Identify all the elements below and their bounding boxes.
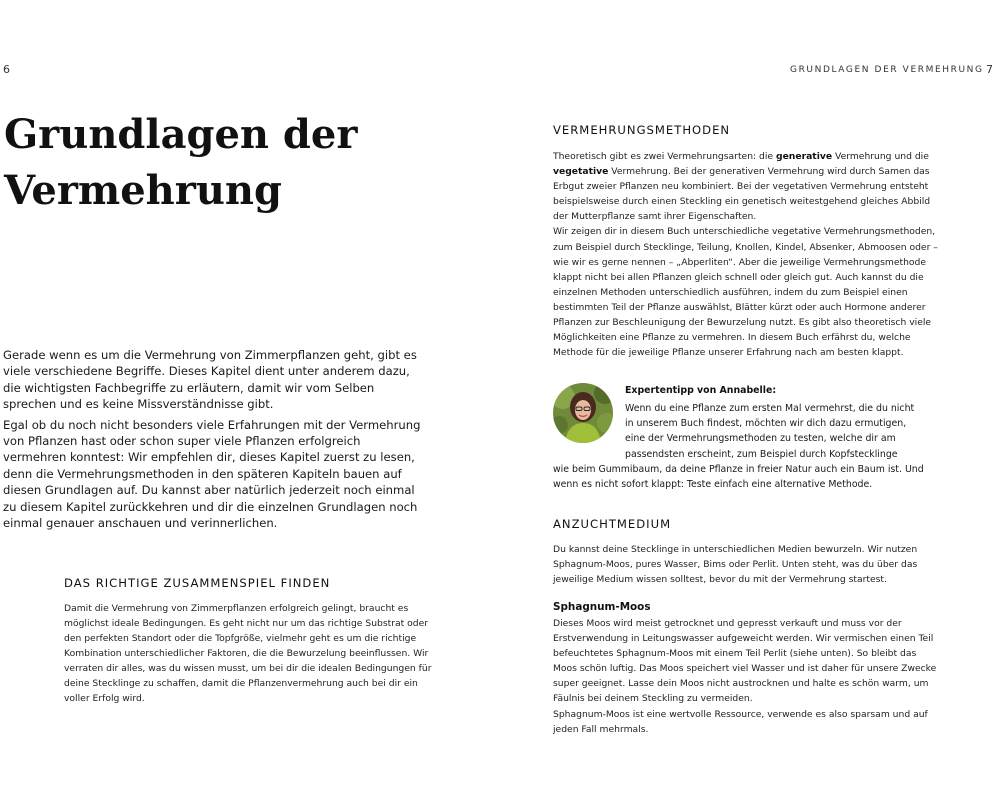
page-number-left: 6	[3, 63, 10, 76]
section-body-zusammenspiel: Damit die Vermehrung von Zimmerpflanzen erfolgreich gelingt, braucht es möglichst ideale Bedingungen. Es geht nicht nur um das richtige Substrat oder den perfekten Standort oder die Topfgröße, vielmehr geht es um die richtige Kombination unterschiedlicher Faktoren, die die Bewurzelung beeinflussen. Wir verraten dir alles, was du wissen musst, um bei dir die idealen Bedingungen für deine Stecklinge zu schaffen, damit die Pflanzenvermehrung auch bei dir ein voller Erfolg wird.	[64, 603, 432, 704]
sphagnum-paragraph-1: Dieses Moos wird meist getrocknet und gepresst verkauft und muss vor der Erstverwendung in Leitungswasser aufgeweicht werden. Wir vermischen einen Teil befeuchtetes Sphagnum-Moos mit einem Teil Perlit (siehe unten). So bleibt das Moos schön luftig. Das Moos speichert viel Wasser und ist daher für unsere Zwecke super geeignet. Lasse dein Moos nicht austrocknen und halte es schön warm, um Fäulnis bei deinem Steckling zu vermeiden.	[553, 618, 937, 705]
sphagnum-paragraph-2: Sphagnum-Moos ist eine wertvolle Ressource, verwende es also sparsam und auf jeden Fall mehrmals.	[553, 708, 928, 735]
chapter-title-line2: Vermehrung	[4, 167, 282, 214]
expert-tip-body	[553, 401, 938, 492]
intro-text	[3, 347, 423, 535]
section-heading-methoden: VERMEHRUNGSMETHODEN	[553, 123, 731, 137]
running-head: GRUNDLAGEN DER VERMEHRUNG	[790, 65, 984, 75]
tip-line-2: in unserem Buch findest, möchten wir dich dazu ermutigen,	[625, 418, 907, 430]
chapter-title	[4, 107, 444, 219]
section-heading-anzucht: ANZUCHTMEDIUM	[553, 517, 672, 531]
tip-line-1: Wenn du eine Pflanze zum ersten Mal vermehrst, die du nicht	[625, 403, 915, 414]
subheading-sphagnum: Sphagnum-Moos	[553, 601, 651, 613]
methoden-text-a: Theoretisch gibt es zwei Vermehrungsarten: die	[553, 151, 776, 162]
expert-tip-title: Expertentipp von Annabelle:	[625, 385, 777, 396]
term-vegetative: vegetative	[553, 166, 609, 178]
page-number-right: 7	[986, 63, 993, 76]
methoden-paragraph-2: Wir zeigen dir in diesem Buch unterschiedliche vegetative Vermehrungsmethoden, zum Beispiel durch Stecklinge, Teilung, Knollen, Kindel, Absenker, Abmoosen oder – wie wir es gerne nennen – „Abperliten“. Aber die jeweilige Vermehrungsmethode klappt nicht bei allen Pflanzen gleich schnell oder gleich gut. Auch kannst du die einzelnen Methoden unterschiedlich ausführen, indem du zum Beispiel einen bestimmten Teil der Pflanze auswählst, Blätter kürzt oder auch Hormone anderer Pflanzen zur Beschleunigung der Bewurzelung nutzt. Es gibt also theoretisch viele Möglichkeiten eine Pflanze zu vermehren. In diesem Buch erfährst du, welche Methode für die jeweilige Pflanze unserer Erfahrung nach am besten klappt.	[553, 226, 938, 359]
methoden-paragraph-1	[553, 149, 938, 224]
tip-rest: wie beim Gummibaum, da deine Pflanze in freier Natur auch ein Baum ist. Und wenn es nicht sofort klappt: Teste einfach eine alternative Methode.	[553, 463, 924, 491]
subsection-body-sphagnum	[553, 616, 938, 737]
section-body-methoden	[553, 149, 938, 360]
tip-line-4: passendsten erscheint, zum Beispiel durch Kopfstecklinge	[625, 448, 898, 460]
intro-paragraph-1: Gerade wenn es um die Vermehrung von Zimmerpflanzen geht, gibt es viele verschiedene Begriffe. Dieses Kapitel dient unter anderem dazu, die wichtigsten Fachbegriffe zu erläutern, damit wir vom Selben sprechen und es keine Missverständnisse gibt.	[3, 348, 417, 412]
term-generative: generative	[776, 151, 833, 162]
intro-paragraph-2: Egal ob du noch nicht besonders viele Erfahrungen mit der Vermehrung von Pflanzen hast oder schon super viele Pflanzen erfolgreich vermehren konntest: Wir empfehlen dir, dieses Kapitel zuerst zu lesen, denn die Vermehrungsmethoden in den späteren Kapiteln bauen auf diesen Grundlagen auf. Du kannst aber natürlich jederzeit noch einmal zu diesem Kapitel zurückkehren und dir die einzelnen Grundlagen noch einmal genauer anschauen und verinnerlichen.	[3, 417, 421, 531]
section-heading-zusammenspiel: DAS RICHTIGE ZUSAMMENSPIEL FINDEN	[64, 576, 331, 590]
section-body-anzucht: Du kannst deine Stecklinge in unterschiedlichen Medien bewurzeln. Wir nutzen Sphagnum-Moos, pures Wasser, Bims oder Perlit. Unten steht, was du über das jeweilige Medium wissen solltest, bevor du mit der Vermehrung startest.	[553, 544, 918, 586]
methoden-text-c: Vermehrung. Bei der generativen Vermehrung wird durch Samen das Erbgut zweier Pflanzen neu kombiniert. Bei der vegetativen Vermehrung entsteht beispielsweise durch einen Steckling ein genetisch weitestgehend gleiches Abbild der Mutterpflanze samt ihrer Eigenschaften.	[553, 166, 931, 223]
chapter-title-line1: Grundlagen der	[4, 111, 358, 158]
methoden-text-b: Vermehrung und die	[832, 151, 929, 162]
tip-line-3: eine der Vermehrungsmethoden zu testen, welche dir am	[625, 433, 896, 445]
